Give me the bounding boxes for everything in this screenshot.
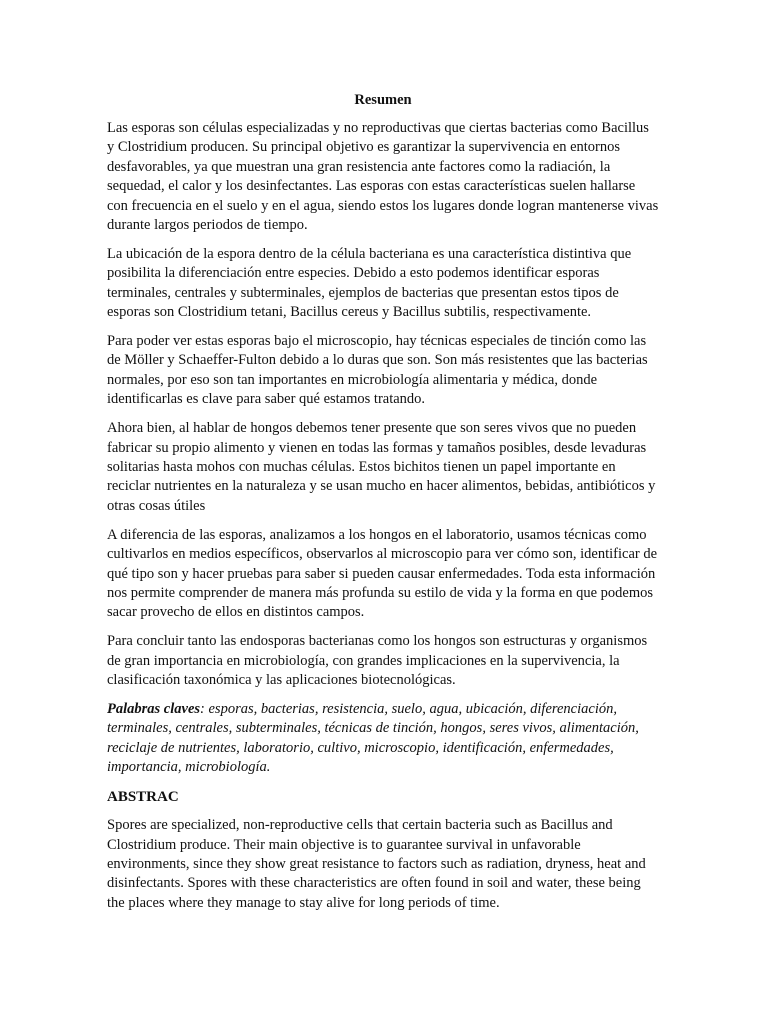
abstract-paragraph: Spores are specialized, non-reproductive cells that certain bacteria such as Bacillus and Clostridium produce. Their main objective is to guarantee survival in unfavorable environments, since they show great resistance to factors such as radiation, dryness, heat and disinfectants. Spores with these characteristics are often found in soil and water, these being the places where they manage to stay alive for long periods of time. [107,817,646,911]
paragraph-5: A diferencia de las esporas, analizamos a los hongos en el laboratorio, usamos técnicas como cultivarlos en medios específicos, observarlos al microscopio para ver cómo son, identificar de qué tipo son y hacer pruebas para saber si pueden causar enfermedades. Toda esta información nos permite comprender de manera más profunda su estilo de vida y la forma en que podemos sacar provecho de ellos en distintos campos. [107,526,658,621]
abstract-heading: ABSTRAC [107,789,179,806]
paragraph-6: Para concluir tanto las endosporas bacterianas como los hongos son estructuras y organismos de gran importancia en microbiología, con grandes implicaciones en la supervivencia, la clasificación taxonómica y las aplicaciones biotecnológicas. [107,633,648,689]
paragraph-4: Ahora bien, al hablar de hongos debemos tener presente que son seres vivos que no pueden fabricar su propio alimento y vienen en todas las formas y tamaños posibles, desde levaduras solitarias hasta mohos con muchas células. Estos bichitos tienen un papel importante en reciclar nutrientes en la naturaleza y se usan mucho en hacer alimentos, bebidas, antibióticos y otras cosas útiles [107,420,656,514]
paragraph-1: Las esporas son células especializadas y no reproductivas que ciertas bacterias como Bacillus y Clostridium producen. Su principal objetivo es garantizar la supervivencia en entornos desfavorables, ya que muestran una gran resistencia ante factores como la radiación, la sequedad, el calor y los desinfectantes. Las esporas con estas características suelen hallarse con frecuencia en el suelo y en el agua, siendo estos los lugares donde logran mantenerse vivas durante largos periodos de tiempo. [107,120,659,234]
paragraph-3: Para poder ver estas esporas bajo el microscopio, hay técnicas especiales de tinción como las de Möller y Schaeffer-Fulton debido a lo duras que son. Son más resistentes que las bacterias normales, por eso son tan importantes en microbiología alimentaria y médica, donde identificarlas es clave para saber qué estamos tratando. [107,333,648,408]
document-title: Resumen [354,92,412,108]
paragraph-2: La ubicación de la espora dentro de la célula bacteriana es una característica distintiva que posibilita la diferenciación entre especies. Debido a esto podemos identificar esporas terminales, centrales y subterminales, ejemplos de bacterias que presentan estos tipos de esporas son Clostridium tetani, Bacillus cereus y Bacillus subtilis, respectivamente. [107,245,632,321]
keywords-label: Palabras claves [107,700,201,717]
keywords-paragraph [107,700,659,778]
keywords-list: : esporas, bacterias, resistencia, suelo, agua, ubicación, diferenciación, terminales, centrales, subterminales, técnicas de tinción, hongos, seres vivos, alimentación, reciclaje de nutrientes, laboratorio, cultivo, microscopio, identificación, enfermedades, importancia, microbiología. [107,700,639,776]
document-page [107,90,659,923]
